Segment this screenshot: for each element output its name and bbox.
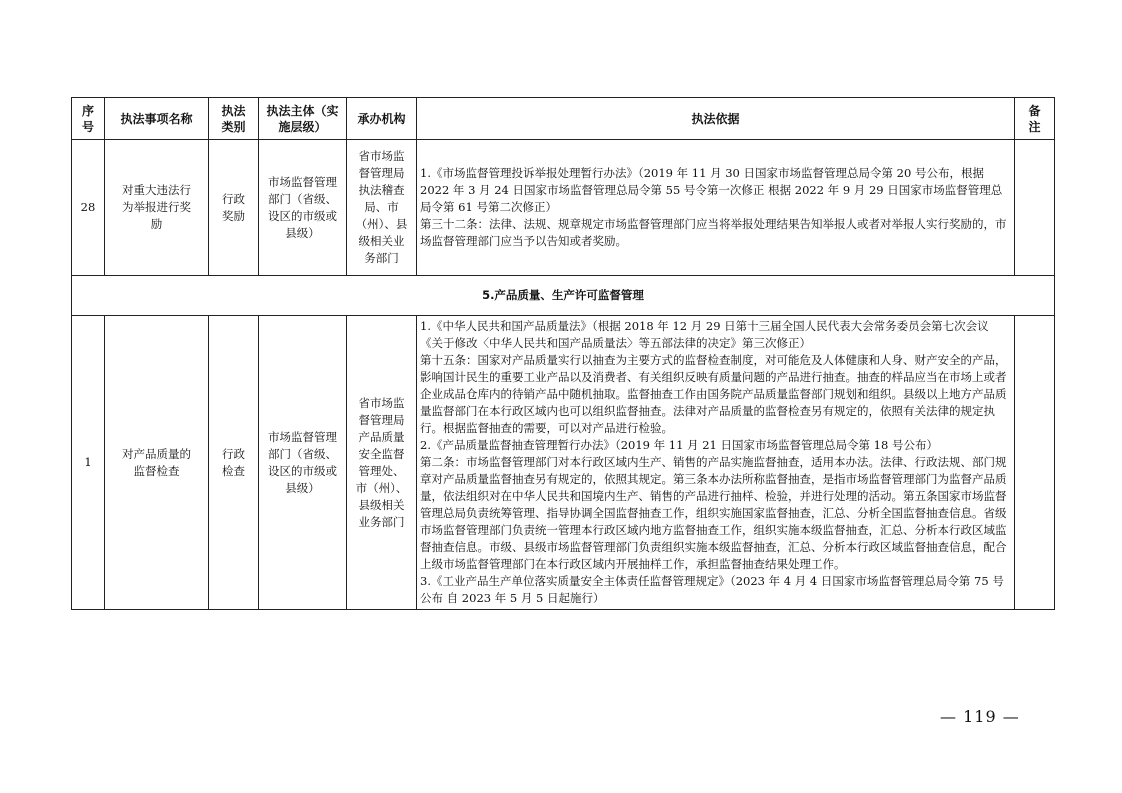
row-no: 1 [72,316,105,610]
enforcement-table [71,97,1055,610]
row-category: 行政检查 [209,316,259,610]
header-basis: 执法依据 [417,98,1015,140]
basis-paragraph: 3.《工业产品生产单位落实质量安全主体责任监督管理规定》（2023 年 4 月 4 日国家市场监督管理总局令第 75 号公布 自 2023 年 5 月 5 日起施行） [420,574,1004,605]
basis-paragraph: 第三十二条：法律、法规、规章规定市场监督管理部门应当将举报处理结果告知举报人或者对举报人实行奖励的，市场监督管理部门应当予以告知或者奖励。 [420,217,1007,248]
page-number: — 119 — [940,707,1020,726]
row-name: 对产品质量的监督检查 [105,316,209,610]
table-row [72,140,1055,276]
header-agency: 承办机构 [347,98,417,140]
basis-paragraph: 第二条：市场监督管理部门对本行政区域内生产、销售的产品实施监督抽查，适用本办法。法律、行政法规、部门规章对产品质量监督抽查另有规定的，依照其规定。第三条本办法所称监督抽查，是指市场监督管理部门为监督产品质量，依法组织对在中华人民共和国境内生产、销售的产品进行抽样、检验，并进行处理的活动。第五条国家市场监督管理总局负责统筹管理、指导协调全国监督抽查工作，组织实施国家监督抽查，汇总、分析全国监督抽查信息。省级市场监督管理部门负责统一管理本行政区域内地方监督抽查工作，组织实施本级监督抽查，汇总、分析本行政区域监督抽查信息。市级、县级市场监督管理部门负责组织实施本级监督抽查，汇总、分析本行政区域监督抽查信息，配合上级市场监督管理部门在本行政区域内开展抽样工作，承担监督抽查结果处理工作。 [420,455,1007,571]
header-no: 序号 [72,98,105,140]
table-row [72,316,1055,610]
header-row [72,98,1055,140]
header-remark: 备注 [1015,98,1055,140]
header-name: 执法事项名称 [105,98,209,140]
header-subject: 执法主体（实施层级） [259,98,347,140]
row-basis [417,140,1015,276]
basis-paragraph: 第十五条：国家对产品质量实行以抽查为主要方式的监督检查制度，对可能危及人体健康和人身、财产安全的产品，影响国计民生的重要工业产品以及消费者、有关组织反映有质量问题的产品进行抽查。抽查的样品应当在市场上或者企业成品仓库内的待销产品中随机抽取。监督抽查工作由国务院产品质量监督部门规划和组织。县级以上地方产品质量监督部门在本行政区域内也可以组织监督抽查。法律对产品质量的监督检查另有规定的，依照有关法律的规定执行。根据监督抽查的需要，可以对产品进行检验。 [420,353,1007,435]
row-subject: 市场监督管理部门（省级、设区的市级或县级） [259,316,347,610]
basis-paragraph: 2.《产品质量监督抽查管理暂行办法》（2019 年 11 月 21 日国家市场监督管理总局令第 18 号公布） [420,438,938,452]
row-no: 28 [72,140,105,276]
basis-paragraph: 1.《中华人民共和国产品质量法》（根据 2018 年 12 月 29 日第十三届全国人民代表大会常务委员会第七次会议《关于修改〈中华人民共和国产品质量法〉等五部法律的决定》第三次修正） [420,319,989,350]
row-remark [1015,140,1055,276]
row-remark [1015,316,1055,610]
header-category: 执法类别 [209,98,259,140]
row-agency: 省市场监督管理局产品质量安全监督管理处、市（州）、县级相关业务部门 [347,316,417,610]
section-title: 5.产品质量、生产许可监督管理 [72,276,1055,316]
row-subject: 市场监督管理部门（省级、设区的市级或县级） [259,140,347,276]
row-agency: 省市场监督管理局执法稽查局、市（州）、县级相关业务部门 [347,140,417,276]
row-name: 对重大违法行为举报进行奖励 [105,140,209,276]
section-row [72,276,1055,316]
row-category: 行政奖励 [209,140,259,276]
basis-paragraph: 1.《市场监督管理投诉举报处理暂行办法》（2019 年 11 月 30 日国家市场监督管理总局令第 20 号公布，根据 2022 年 3 月 24 日国家市场监督管理总局令第 55 号令第一次修正 根据 2022 年 9 月 29 日国家市场监督管理总局令第 61 号第二次修正） [420,166,1003,214]
row-basis [417,316,1015,610]
